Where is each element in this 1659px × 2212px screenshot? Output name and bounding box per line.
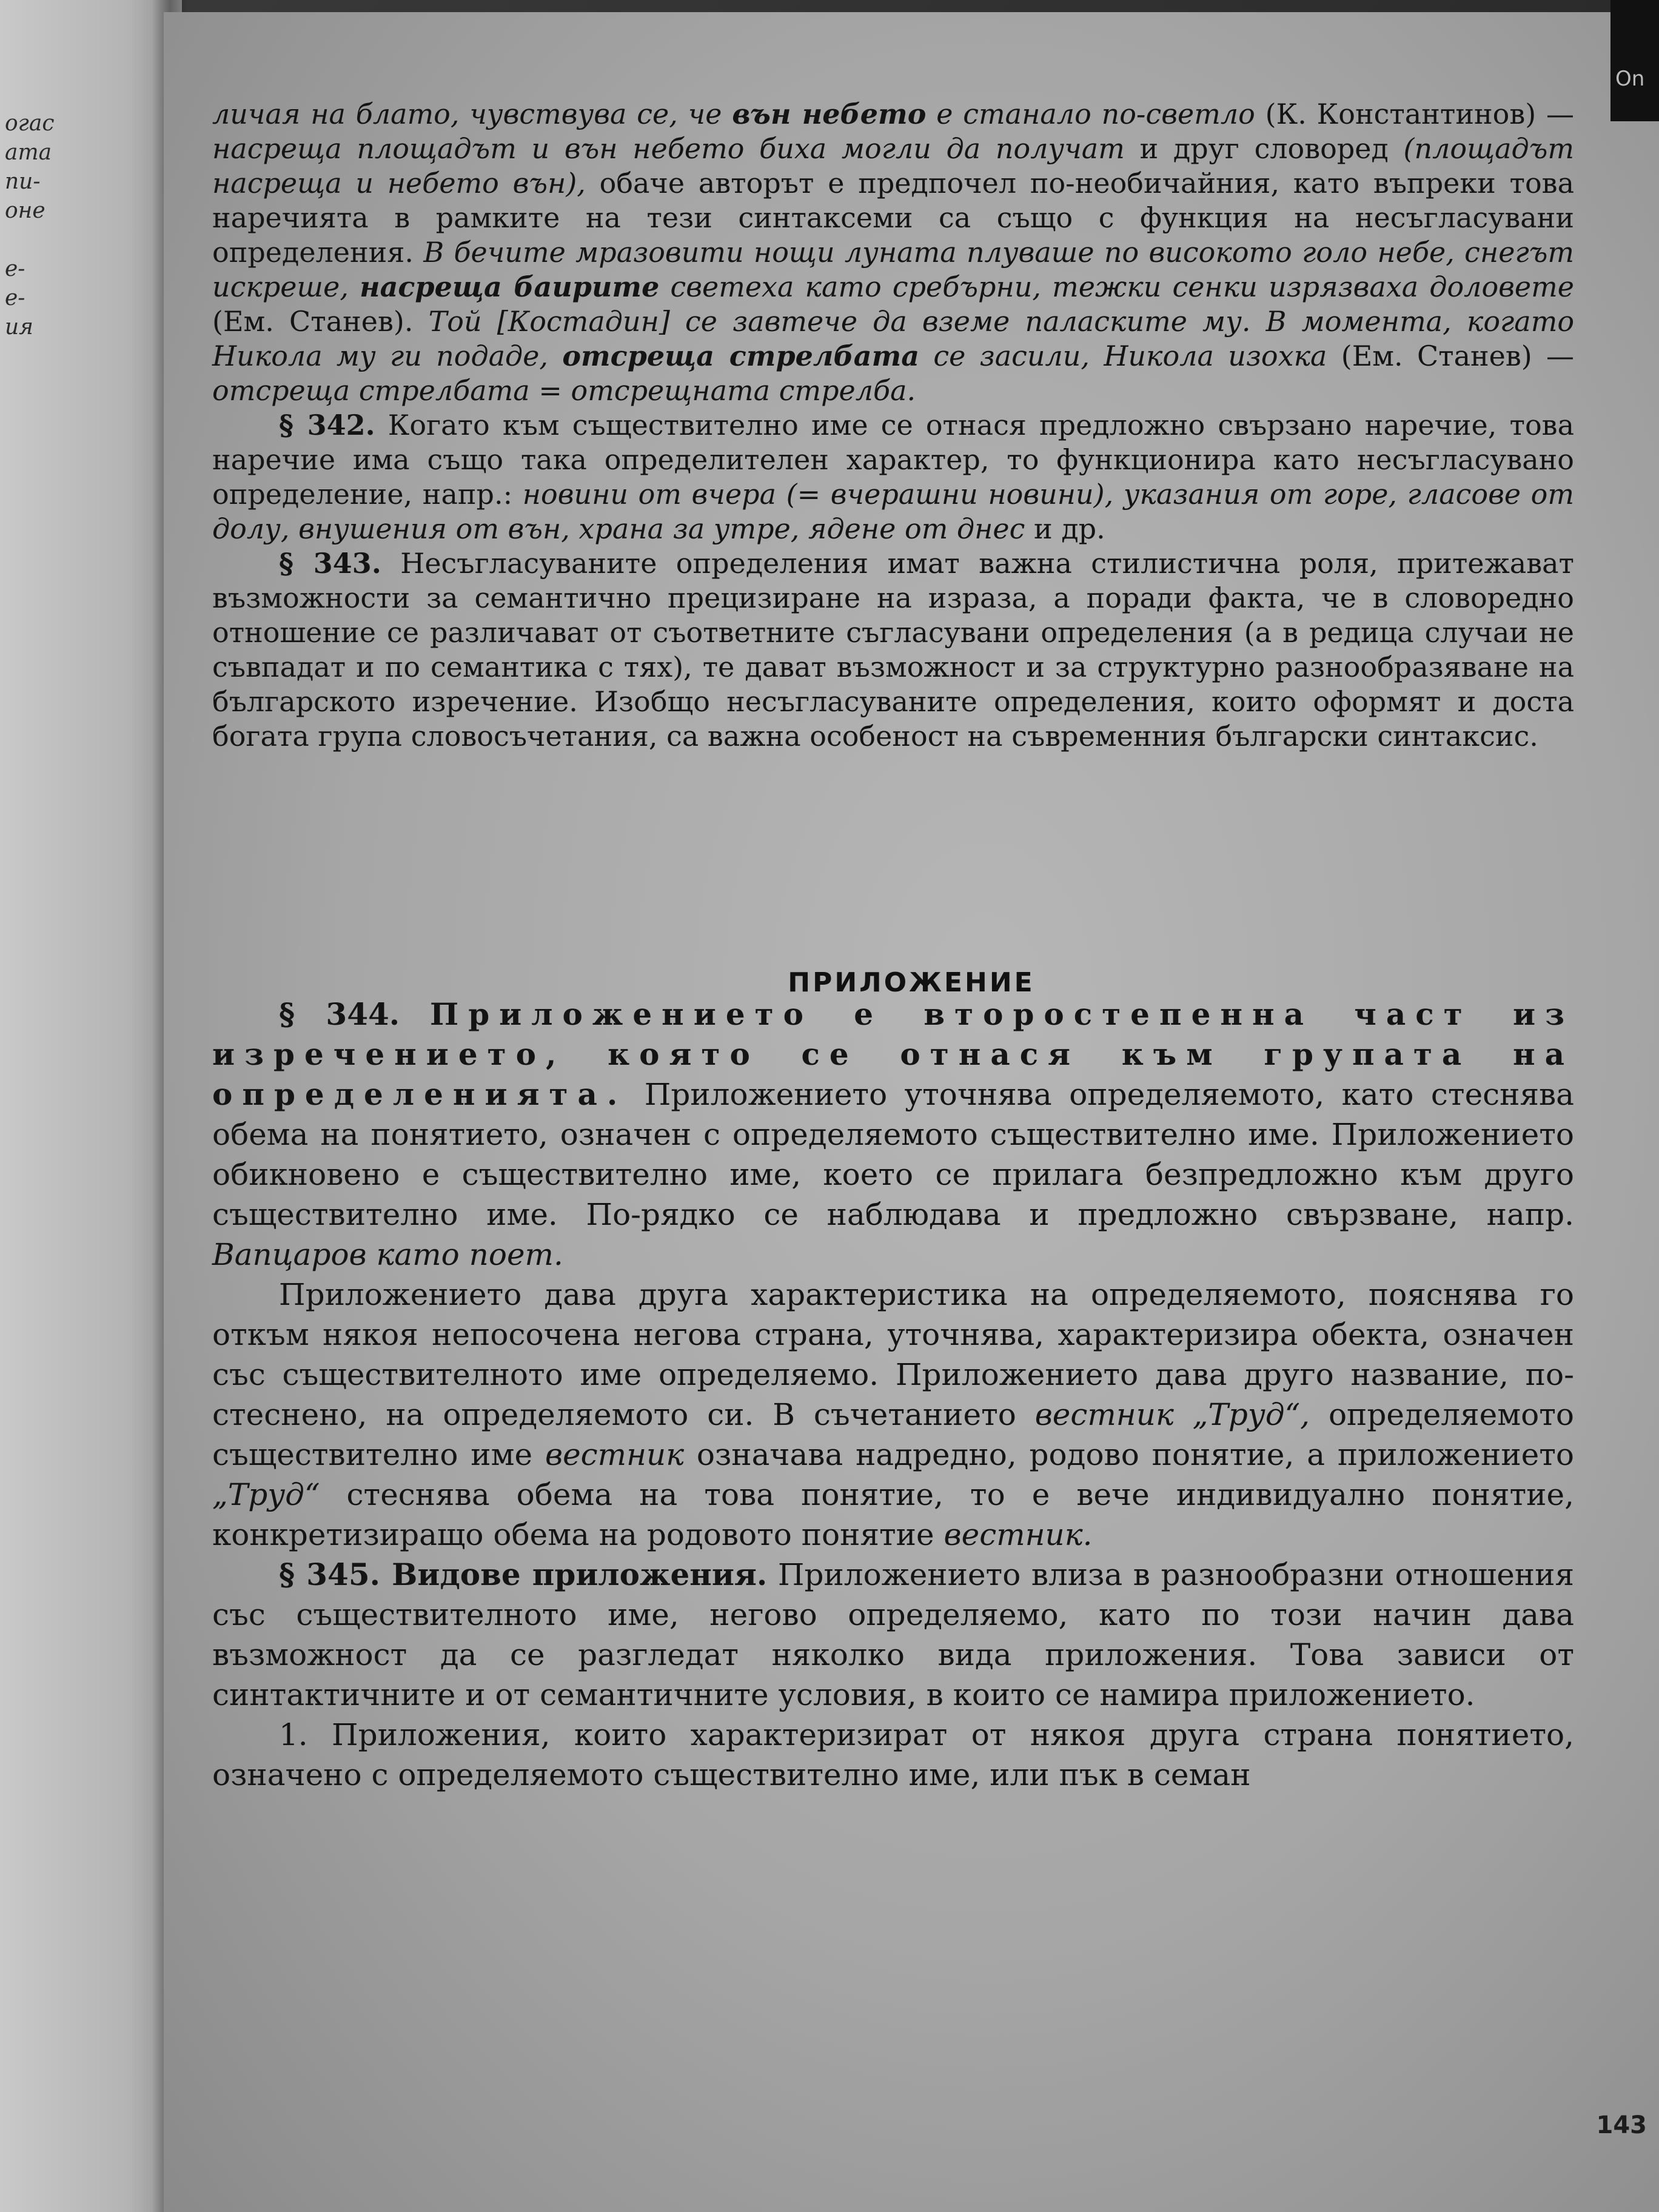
- bold-italic-text: насреща баирите: [360, 270, 660, 303]
- italic-text: е станало по-светло: [936, 98, 1255, 130]
- plain-text: (Ем. Станев) —: [1341, 340, 1575, 372]
- plain-text: и др.: [1034, 512, 1105, 545]
- left-fragment: ия: [5, 315, 34, 340]
- italic-text: светеха като сребърни, тежки сенки изрязваха доловете: [670, 270, 1574, 303]
- italic-text: новини от вчера (= вчерашни новини), указания от горе, гласове от долу, внушения от вън, храна за утре, ядене от днес: [212, 478, 1574, 545]
- text-block-lower: [212, 994, 1574, 1795]
- corner-text: On: [1615, 67, 1645, 91]
- plain-text: и друг словоред: [1139, 132, 1389, 165]
- section-number: § 344.: [279, 996, 400, 1032]
- bold-italic-text: отсреща стрелбата: [562, 340, 920, 372]
- section-number: § 343.: [279, 547, 381, 580]
- italic-text: насреща площадът и вън небето биха могли да получат: [212, 132, 1125, 165]
- left-fragment: е-: [5, 256, 25, 281]
- italic-text: В бечите мразовити нощи луната плуваше по високото голо небе, снегът искреше,: [212, 236, 1574, 303]
- list-item-1: [212, 1715, 1574, 1795]
- left-fragment: ата: [5, 140, 52, 165]
- left-fragment: оне: [5, 198, 45, 223]
- paragraph-345: [212, 1555, 1574, 1715]
- dark-corner: [1610, 0, 1659, 121]
- text-block-upper: [212, 97, 1574, 754]
- left-fragment: пи-: [5, 169, 41, 194]
- italic-text: (площадът насреща и небето вън),: [212, 132, 1574, 199]
- plain-text: означава надредно, родово понятие, а приложението: [696, 1437, 1574, 1472]
- italic-text: личая на блато, чувствува се, че: [212, 98, 722, 130]
- left-fragment: огас: [5, 111, 55, 136]
- continuation-paragraph: [212, 97, 1574, 408]
- plain-text: Приложението дава друга характеристика на определяемото, пояснява го откъм някоя непосочена негова страна, уточнява, характеризира обекта, означен със съществителното име определяемо. Приложението дава друго название, по-стеснено, на определяемото си. В съчетанието: [212, 1277, 1574, 1432]
- italic-text: Вапцаров като поет.: [212, 1237, 563, 1272]
- italic-text: отсреща стрелбата = отсрещната стрелба.: [212, 374, 916, 407]
- plain-text: Несъгласуваните определения имат важна стилистична роля, притежават възможности за семантично прецизиране на израза, а поради факта, че в словоредно отношение се различават от съответните съгласувани определения (а в редица случаи не съвпадат и по семантика с тях), те дават възможност и за структурно разнообразяване на българското изречение. Изобщо несъгласуваните определения, които оформят и доста богата група словосъчетания, са важна особеност на съвременния български синтаксис.: [212, 547, 1575, 752]
- page-number: 143: [1596, 2111, 1647, 2139]
- italic-text: вестник.: [943, 1517, 1093, 1552]
- italic-text: се засили, Никола изохка: [933, 340, 1327, 372]
- bold-italic-text: вън небето: [732, 98, 927, 130]
- plain-text: Приложението уточнява определяемото, като стеснява обема на понятието, означен с определяемото съществително име. Приложението обикновено е съществително име, което се прилага безпредложно към друго съществително име. По-рядко се наблюдава и предложно свързване, напр.: [212, 1077, 1574, 1232]
- section-number: § 345. Видове приложения.: [279, 1557, 768, 1592]
- plain-text: (К. Константинов) —: [1265, 98, 1575, 130]
- spaced-definition: Приложението е второстепенна част из изречението, която се отнася към групата на определенията.: [212, 996, 1574, 1112]
- paragraph-343: [212, 546, 1574, 754]
- left-fragment: е-: [5, 286, 25, 310]
- section-number: § 342.: [279, 409, 375, 441]
- book-page: [164, 12, 1659, 2212]
- plain-text: Приложението влиза в разнообразни отношения със съществителното име, негово определяемо, като по този начин дава възможност да се разгледат няколко вида приложения. Това зависи от синтактичните и от семантичните условия, в които се намира приложението.: [212, 1557, 1574, 1712]
- paragraph-342: [212, 408, 1574, 546]
- plain-text: (Ем. Станев).: [212, 305, 414, 338]
- italic-text: Той [Костадин] се завтече да вземе паласките му. В момента, когато Никола му ги подаде,: [212, 305, 1575, 372]
- plain-text: Когато към съществително име се отнася предложно свързано наречие, това наречие има също така определителен характер, то функционира като несъгласувано определение, напр.:: [212, 409, 1574, 511]
- plain-text: определяемото съществително име: [212, 1397, 1574, 1472]
- section-heading: ПРИЛОЖЕНИЕ: [788, 967, 1035, 998]
- italic-text: вестник: [545, 1437, 685, 1472]
- italic-text: „Труд“: [212, 1477, 320, 1512]
- plain-text: обаче авторът е предпочел по-необичайния, като въпреки това наречията в рамките на тези синтаксеми са също с функция на несъгласувани определения.: [212, 167, 1574, 269]
- plain-text: 1. Приложения, които характеризират от някоя друга страна понятието, означено с определяемото съществително име, или пък в семан: [212, 1717, 1574, 1792]
- italic-text: вестник „Труд“,: [1034, 1397, 1310, 1432]
- paragraph-344-continued: [212, 1275, 1574, 1555]
- paragraph-344: [212, 994, 1574, 1275]
- plain-text: стеснява обема на това понятие, то е вече индивидуално понятие, конкретизиращо обема на родовото понятие: [212, 1477, 1574, 1552]
